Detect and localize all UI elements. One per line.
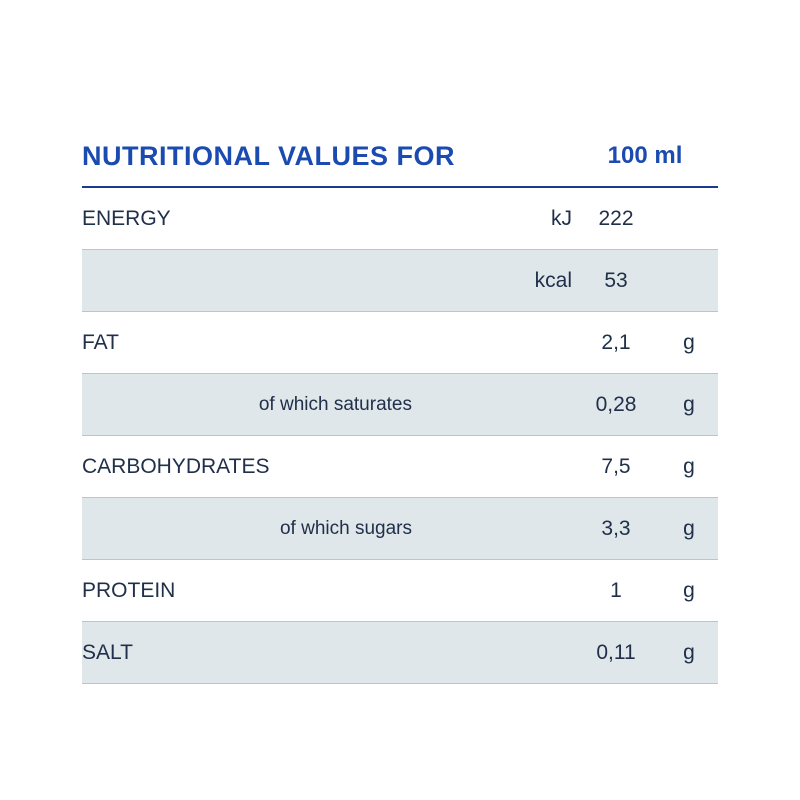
table-row xyxy=(82,374,718,436)
row-label: of which saturates xyxy=(82,374,426,436)
row-unit-primary xyxy=(426,498,572,560)
nutrition-table-body xyxy=(82,126,718,684)
table-row xyxy=(82,312,718,374)
row-unit-secondary: g xyxy=(660,622,718,684)
row-label: CARBOHYDRATES xyxy=(82,436,426,498)
serving-amount-header: 100 ml xyxy=(572,126,718,187)
row-value: 53 xyxy=(572,250,660,312)
row-label: SALT xyxy=(82,622,426,684)
table-row xyxy=(82,436,718,498)
row-unit-primary: kcal xyxy=(426,250,572,312)
row-unit-secondary: g xyxy=(660,560,718,622)
nutrition-table-container xyxy=(82,126,718,684)
row-label: PROTEIN xyxy=(82,560,426,622)
row-unit-primary xyxy=(426,436,572,498)
row-label: of which sugars xyxy=(82,498,426,560)
row-unit-primary xyxy=(426,312,572,374)
row-value: 222 xyxy=(572,187,660,250)
row-label: FAT xyxy=(82,312,426,374)
row-unit-secondary: g xyxy=(660,436,718,498)
row-value: 7,5 xyxy=(572,436,660,498)
row-unit-secondary xyxy=(660,187,718,250)
table-row xyxy=(82,498,718,560)
row-label xyxy=(82,250,426,312)
row-value: 1 xyxy=(572,560,660,622)
row-unit-secondary: g xyxy=(660,312,718,374)
row-unit-secondary: g xyxy=(660,374,718,436)
table-row xyxy=(82,250,718,312)
table-row xyxy=(82,187,718,250)
row-unit-primary xyxy=(426,622,572,684)
table-header-row xyxy=(82,126,718,187)
row-value: 2,1 xyxy=(572,312,660,374)
row-value: 0,28 xyxy=(572,374,660,436)
row-unit-primary xyxy=(426,560,572,622)
row-unit-primary xyxy=(426,374,572,436)
row-unit-secondary xyxy=(660,250,718,312)
row-value: 3,3 xyxy=(572,498,660,560)
nutritional-values-title: NUTRITIONAL VALUES FOR xyxy=(82,126,572,187)
table-row xyxy=(82,560,718,622)
row-unit-secondary: g xyxy=(660,498,718,560)
table-row xyxy=(82,622,718,684)
row-value: 0,11 xyxy=(572,622,660,684)
row-unit-primary: kJ xyxy=(426,187,572,250)
row-label: ENERGY xyxy=(82,187,426,250)
nutrition-table xyxy=(82,126,718,684)
